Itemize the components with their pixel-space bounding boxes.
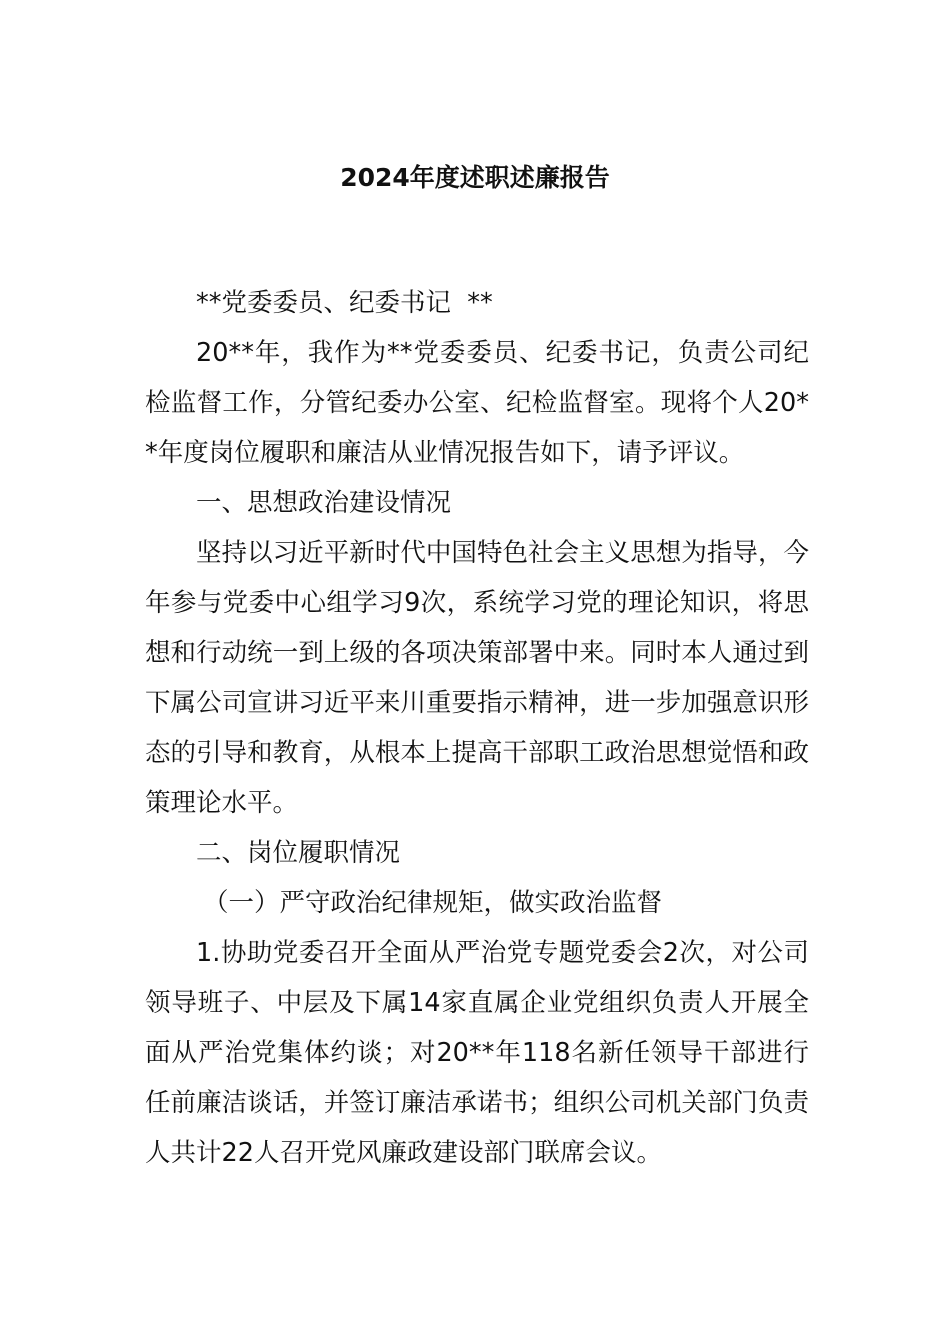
paragraph-ideology: 坚持以习近平新时代中国特色社会主义思想为指导，今年参与党委中心组学习9次，系统学习党的理论知识，将思想和行动统一到上级的各项决策部署中来。同时本人通过到下属公司宣讲习近平来川重要指示精神，进一步加强意识形态的引导和教育，从根本上提高干部职工政治思想觉悟和政策理论水平。 (145, 538, 809, 818)
document-title: 2024年度述职述廉报告 (340, 163, 610, 192)
author-line: **党委委员、纪委书记 ** (196, 288, 493, 318)
subsection-heading-1: （一）严守政治纪律规矩，做实政治监督 (203, 888, 663, 918)
paragraph-item-1: 1.协助党委召开全面从严治党专题党委会2次，对公司领导班子、中层及下属14家直属企业党组织负责人开展全面从严治党集体约谈；对20**年118名新任领导干部进行任前廉洁谈话，并签订廉洁承诺书；组织公司机关部门负责人共计22人召开党风廉政建设部门联席会议。 (145, 938, 809, 1168)
document-body (145, 278, 809, 1178)
section-heading-1: 一、思想政治建设情况 (196, 488, 452, 518)
paragraph-intro: 20**年，我作为**党委委员、纪委书记，负责公司纪检监督工作，分管纪委办公室、纪检监督室。现将个人20**年度岗位履职和廉洁从业情况报告如下，请予评议。 (145, 338, 809, 468)
section-heading-2: 二、岗位履职情况 (196, 838, 401, 868)
